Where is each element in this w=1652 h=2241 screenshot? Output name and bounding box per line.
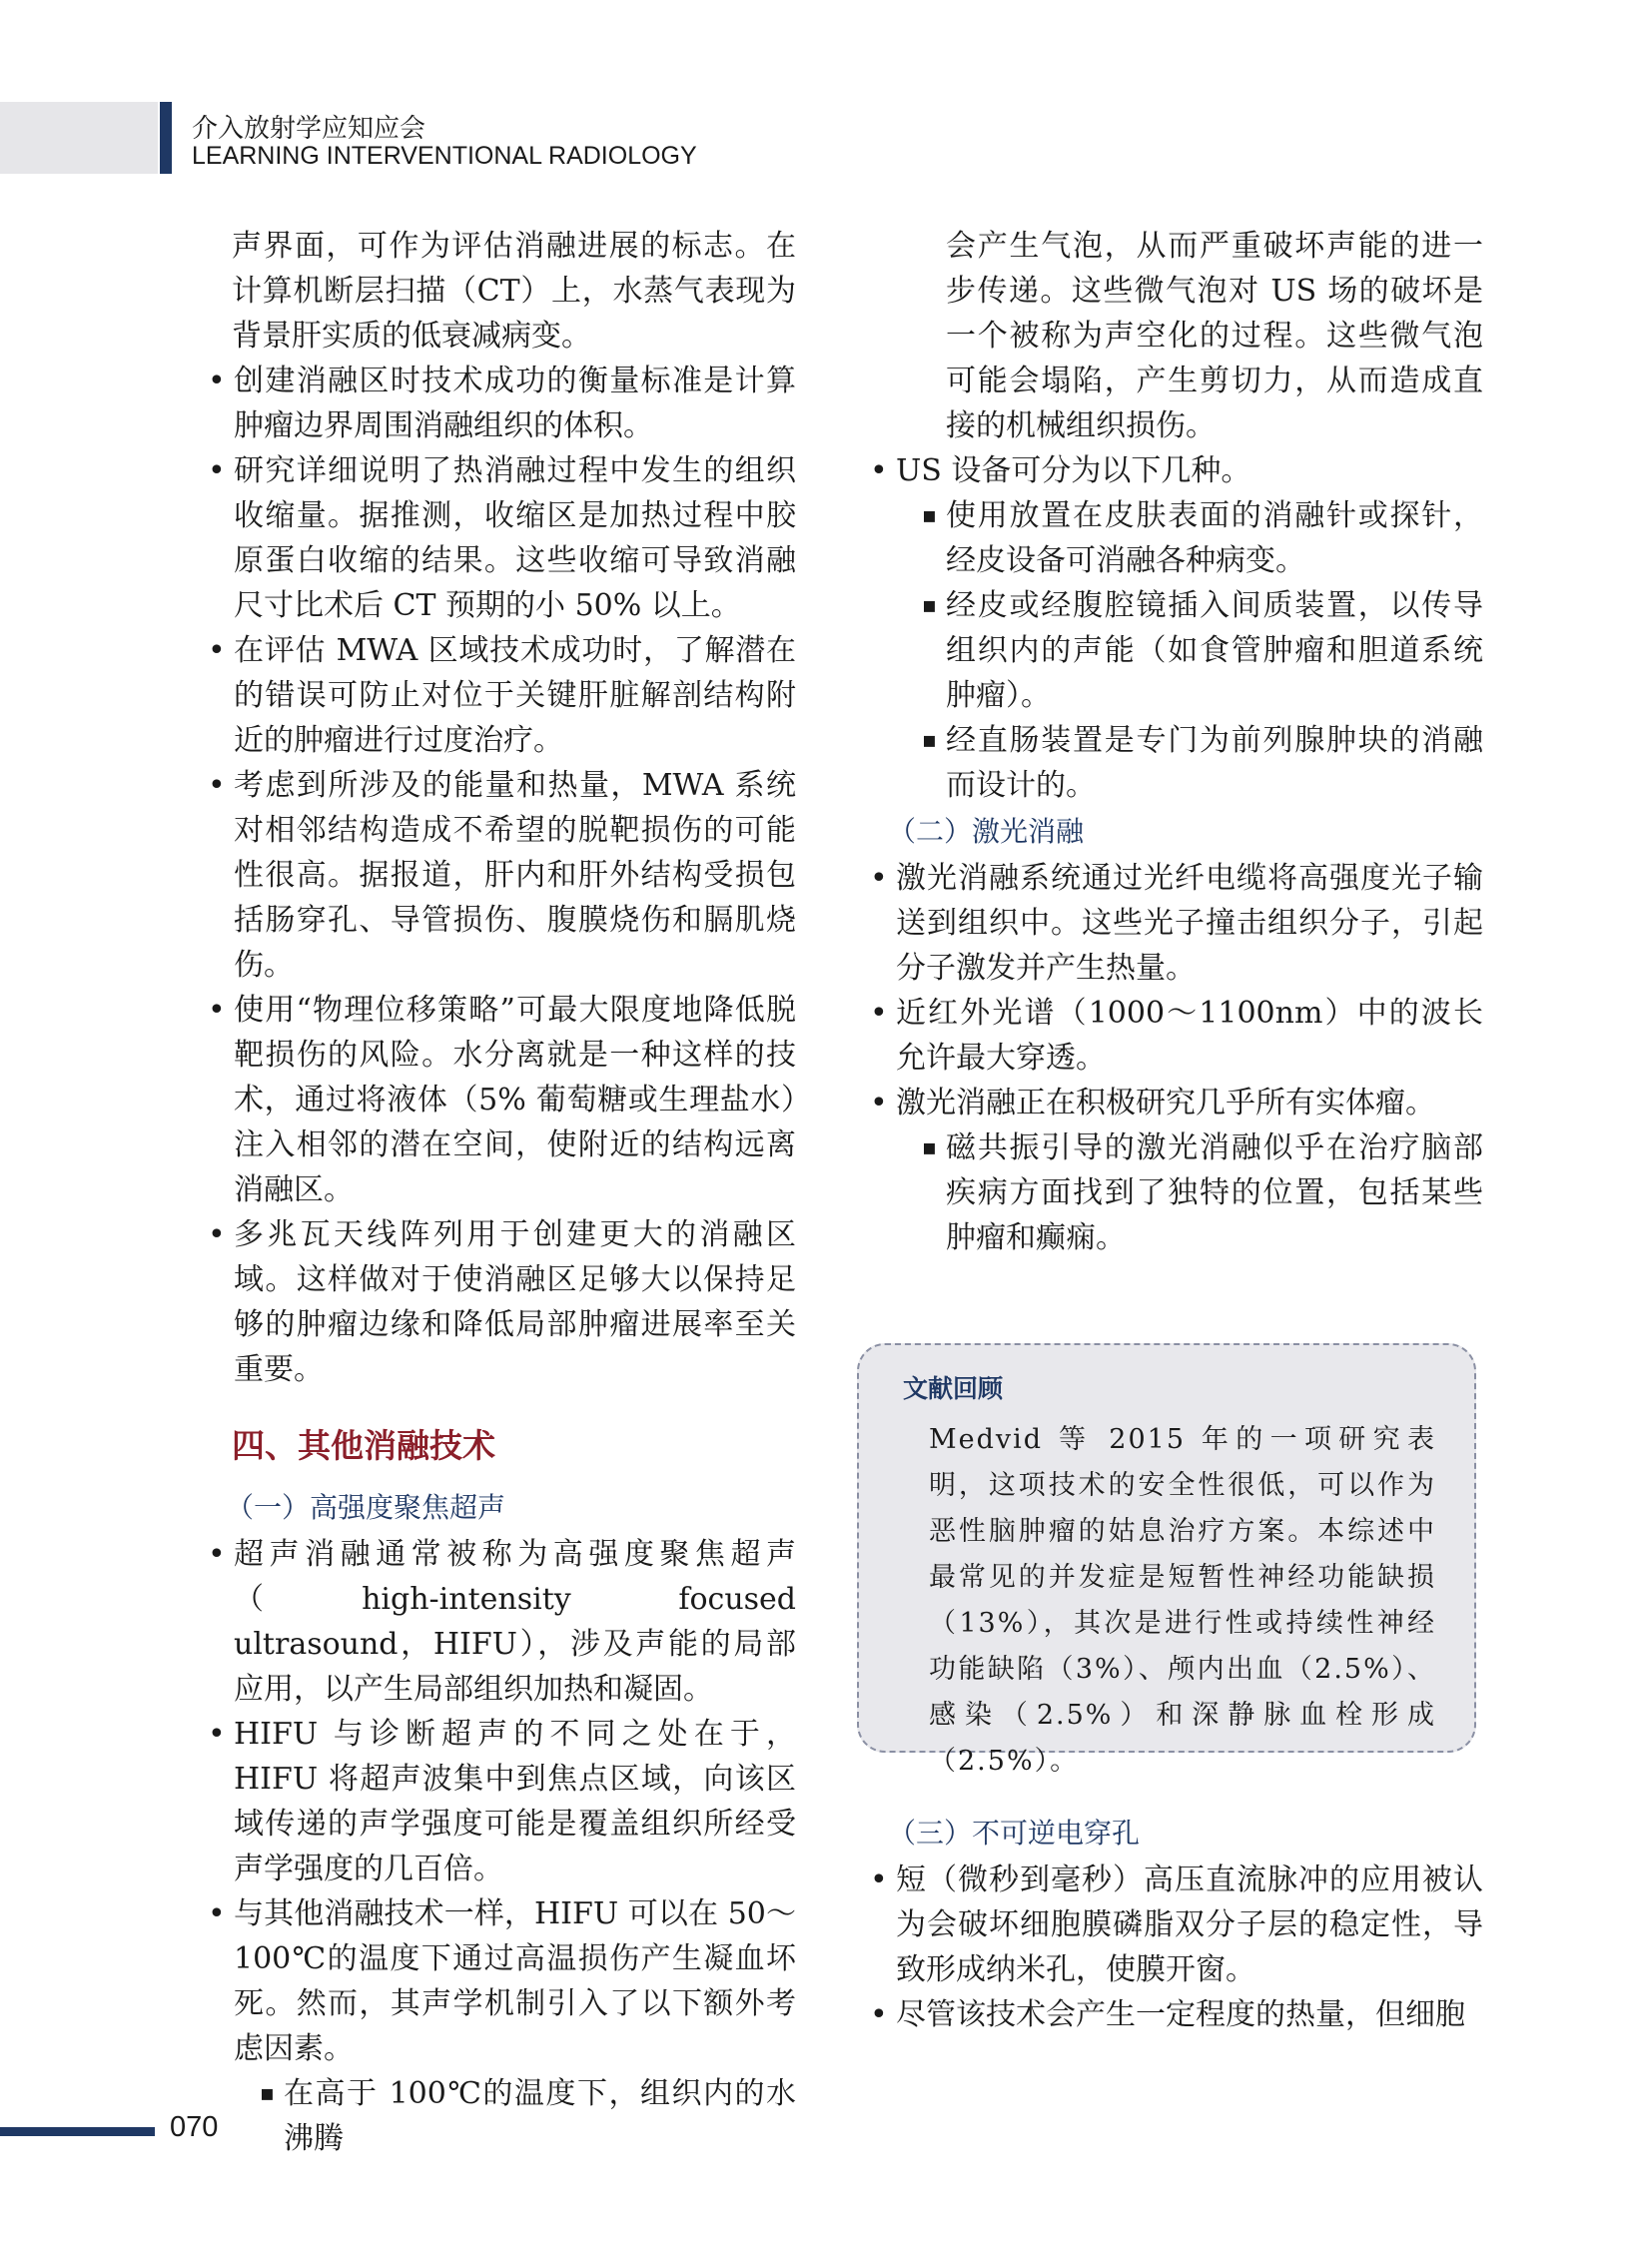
- list-item: • 考虑到所涉及的能量和热量，MWA 系统对相邻结构造成不希望的脱靶损伤的可能性很高。据报道，肝内和肝外结构受损包括肠穿孔、导管损伤、腹膜烧伤和膈肌烧伤。: [208, 763, 796, 988]
- right-column-lower: [870, 1810, 1483, 2037]
- bullet-icon: •: [208, 768, 226, 803]
- bullet-icon: •: [208, 1717, 226, 1752]
- list-item: • 研究详细说明了热消融过程中发生的组织收缩量。据推测，收缩区是加热过程中胶原蛋白收缩的结果。这些收缩可导致消融尺寸比术后 CT 预期的小 50% 以上。: [208, 448, 796, 628]
- square-bullet-icon: ▪: [922, 1135, 937, 1160]
- list-item: • 近红外光谱（1000～1100nm）中的波长允许最大穿透。: [870, 991, 1483, 1081]
- list-item: • HIFU 与诊断超声的不同之处在于，HIFU 将超声波集中到焦点区域，向该区域传递的声学强度可能是覆盖组织所经受声学强度的几百倍。: [208, 1712, 796, 1891]
- sub-list-item: ▪ 经直肠装置是专门为前列腺肿块的消融而设计的。: [922, 718, 1483, 808]
- square-bullet-icon: ▪: [922, 593, 937, 618]
- literature-review-title: 文献回顾: [903, 1374, 1004, 1403]
- left-column: [208, 224, 796, 2161]
- intro-paragraph: 声界面，可作为评估消融进展的标志。在计算机断层扫描（CT）上，水蒸气表现为背景肝实质的低衰减病变。: [232, 229, 796, 354]
- list-item: • 使用“物理位移策略”可最大限度地降低脱靶损伤的风险。水分离就是一种这样的技术，通过将液体（5% 葡萄糖或生理盐水）注入相邻的潜在空间，使附近的结构远离消融区。: [208, 988, 796, 1212]
- list-item: • 多兆瓦天线阵列用于创建更大的消融区域。这样做对于使消融区足够大以保持足够的肿瘤边缘和降低局部肿瘤进展率至关重要。: [208, 1212, 796, 1392]
- list-item: • 激光消融正在积极研究几乎所有实体瘤。: [870, 1081, 1483, 1125]
- header-accent-bar: [160, 102, 172, 174]
- sub-list-item: ▪ 使用放置在皮肤表面的消融针或探针，经皮设备可消融各种病变。: [922, 493, 1483, 583]
- square-bullet-icon: ▪: [922, 728, 937, 753]
- bullet-icon: •: [870, 453, 888, 488]
- bullet-icon: •: [208, 1537, 226, 1572]
- bullet-icon: •: [208, 1896, 226, 1931]
- sub-list-item: ▪ 在高于 100℃的温度下，组织内的水沸腾: [260, 2071, 796, 2161]
- bullet-icon: •: [870, 1863, 888, 1897]
- book-title-en: LEARNING INTERVENTIONAL RADIOLOGY: [192, 142, 697, 170]
- square-bullet-icon: ▪: [260, 2081, 275, 2106]
- bullet-icon: •: [208, 364, 226, 398]
- list-item: • US 设备可分为以下几种。: [870, 448, 1483, 493]
- bullet-icon: •: [208, 633, 226, 668]
- bullet-icon: •: [208, 1217, 226, 1252]
- bullet-icon: •: [870, 1997, 888, 2032]
- bullet-icon: •: [870, 861, 888, 896]
- list-item: • 创建消融区时技术成功的衡量标准是计算肿瘤边界周围消融组织的体积。: [208, 359, 796, 448]
- right-column: [870, 224, 1483, 1260]
- square-bullet-icon: ▪: [922, 503, 937, 528]
- list-item: • 激光消融系统通过光纤电缆将高强度光子输送到组织中。这些光子撞击组织分子，引起分子激发并产生热量。: [870, 856, 1483, 991]
- list-item: • 超声消融通常被称为高强度聚焦超声（high-intensity focused ultrasound，HIFU），涉及声能的局部应用，以产生局部组织加热和凝固。: [208, 1532, 796, 1712]
- sub-list-item: ▪ 磁共振引导的激光消融似乎在治疗脑部疾病方面找到了独特的位置，包括某些肿瘤和癫痫。: [922, 1125, 1483, 1260]
- bullet-icon: •: [208, 993, 226, 1028]
- subsection-heading-laser: （二）激光消融: [888, 815, 1085, 848]
- subsection-heading-ire: （三）不可逆电穿孔: [888, 1817, 1141, 1850]
- footer-accent-line: [0, 2127, 155, 2136]
- sub-list-item: ▪ 经皮或经腹腔镜插入间质装置，以传导组织内的声能（如食管肿瘤和胆道系统肿瘤）。: [922, 583, 1483, 718]
- literature-review-text: Medvid 等 2015 年的一项研究表明，这项技术的安全性很低，可以作为恶性脑肿瘤的姑息治疗方案。本综述中最常见的并发症是短暂性神经功能缺损（13%），其次是进行性或持续性神经功能缺陷（3%）、颅内出血（2.5%）、感染（2.5%）和深静脉血栓形成（2.5%）。: [929, 1424, 1436, 1777]
- page-number: 070: [170, 2111, 219, 2143]
- continued-text: 会产生气泡，从而严重破坏声能的进一步传递。这些微气泡对 US 场的破坏是一个被称为声空化的过程。这些微气泡可能会塌陷，产生剪切力，从而造成直接的机械组织损伤。: [946, 229, 1483, 443]
- bullet-icon: •: [870, 996, 888, 1031]
- section-heading: 四、其他消融技术: [232, 1426, 495, 1465]
- literature-review-box: [857, 1343, 1476, 1777]
- list-item: • 与其他消融技术一样，HIFU 可以在 50～100℃的温度下通过高温损伤产生凝血坏死。然而，其声学机制引入了以下额外考虑因素。: [208, 1891, 796, 2071]
- bullet-icon: •: [208, 453, 226, 488]
- list-item: • 在评估 MWA 区域技术成功时，了解潜在的错误可防止对位于关键肝脏解剖结构附近的肿瘤进行过度治疗。: [208, 628, 796, 763]
- bullet-icon: •: [870, 1086, 888, 1120]
- list-item: • 短（微秒到毫秒）高压直流脉冲的应用被认为会破坏细胞膜磷脂双分子层的稳定性，导致形成纳米孔，使膜开窗。: [870, 1858, 1483, 1992]
- header-gray-block: [0, 102, 158, 174]
- subsection-heading-hifu: （一）高强度聚焦超声: [226, 1491, 506, 1524]
- book-title-cn: 介入放射学应知应会: [192, 114, 426, 144]
- list-item: • 尽管该技术会产生一定程度的热量，但细胞: [870, 1992, 1483, 2037]
